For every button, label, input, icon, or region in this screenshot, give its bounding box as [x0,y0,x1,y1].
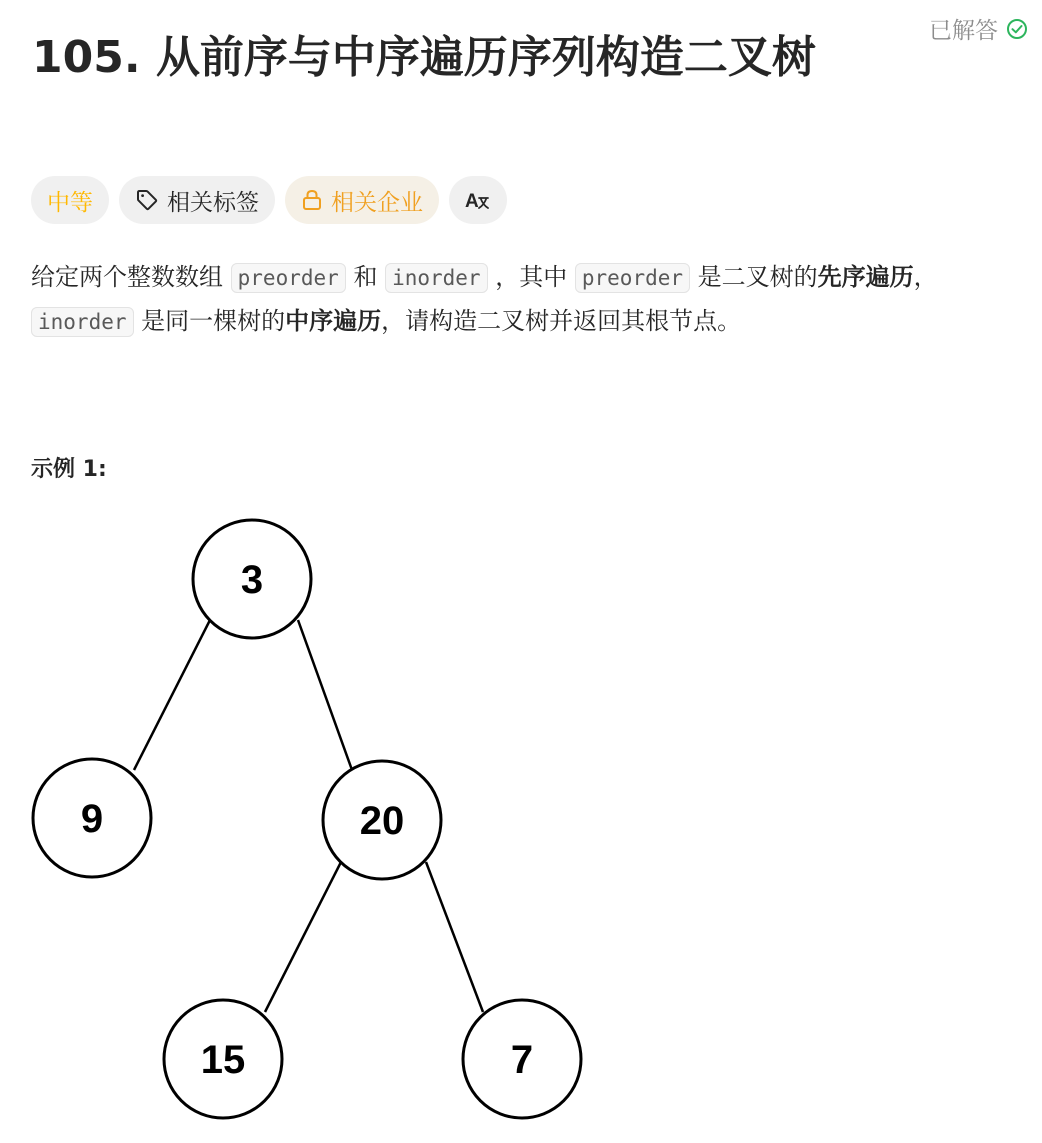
solved-status [929,12,1028,45]
difficulty-badge[interactable] [31,176,109,224]
desc-text: 是同一棵树的 [141,307,286,335]
tree-edge [298,620,352,770]
lock-icon [301,188,323,212]
bold-inorder-traversal: 中序遍历 [285,307,382,335]
title-row [32,18,1022,88]
svg-text:A: A [465,191,479,212]
code-inorder: inorder [31,307,134,337]
desc-text: 和 [353,263,378,291]
topics-tag-button[interactable] [119,176,275,224]
page-title: 105. 从前序与中序遍历序列构造二叉树 [32,32,816,83]
tree-edge [426,862,483,1012]
difficulty-label: 中等 [47,189,93,216]
code-preorder: preorder [231,263,346,293]
translate-icon [464,188,492,212]
tree-node-label: 20 [359,799,405,843]
topics-tag-label: 相关标签 [167,189,259,216]
code-inorder: inorder [385,263,488,293]
tree-edge [134,620,210,770]
desc-text: 给定两个整数数组 [31,263,223,291]
companies-tag-label: 相关企业 [331,189,423,216]
problem-description [31,256,1016,344]
desc-text: 是二叉树的 [697,263,818,291]
desc-text: ，请构造二叉树并返回其根节点。 [381,307,742,335]
example-tree-image [30,515,590,1143]
desc-text: ， [913,263,938,291]
translate-button[interactable] [449,176,507,224]
solved-label: 已解答 [929,18,998,44]
companies-tag-button[interactable] [285,176,439,224]
bold-preorder-traversal: 先序遍历 [817,263,914,291]
check-circle-icon [1006,18,1028,40]
tree-node-label: 9 [80,797,104,841]
code-preorder: preorder [575,263,690,293]
example-heading: 示例 1: [31,457,107,482]
tree-edge [265,862,341,1012]
tags-row [31,176,507,224]
desc-text: ，其中 [495,263,568,291]
tree-node-label: 3 [240,558,264,602]
tree-node-label: 7 [510,1038,534,1082]
tree-node-label: 15 [200,1038,246,1082]
tag-icon [135,188,159,212]
